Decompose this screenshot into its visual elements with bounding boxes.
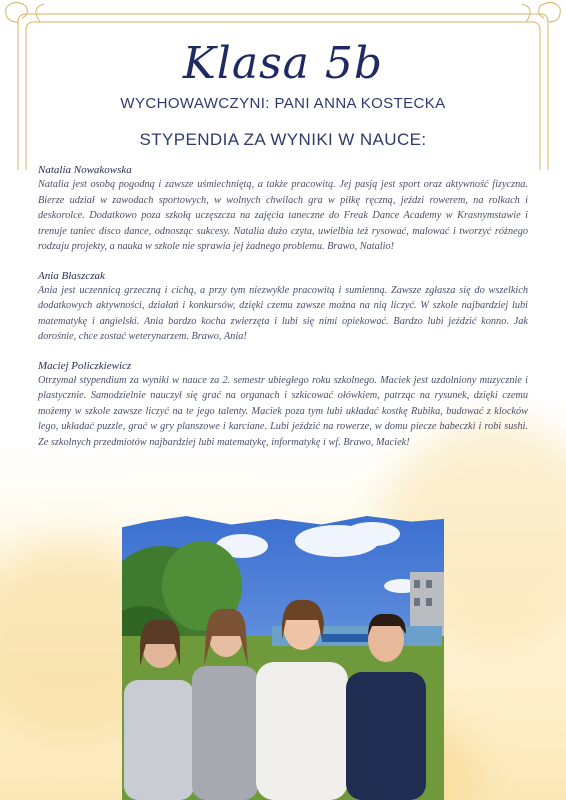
student-description: Natalia jest osobą pogodną i zawsze uśmiechniętą, a także pracowitą. Jej pasją jest sport oraz aktywność fizyczna. Bierze udział w zawodach sportowych, w wolnych chwilach gra w piłkę ręczną, jeździ rowerem, na rolkach i deskorolce. Dodatkowo poza szkołą uczęszcza na zajęcia taneczne do Freak Dance Academy w Krasnymstawie i trenuje taniec disco dance, odnosząc sukcesy. Natalia dużo czyta, uwielbia też rysować, malować i tworzyć różnego rodzaju projekty, a nauka w szkole nie sprawia jej żadnego problemu. Brawo, Natalio! bbox=[38, 179, 528, 252]
class-teacher: WYCHOWAWCZYNI: PANI ANNA KOSTECKA bbox=[120, 95, 446, 112]
student-name: Natalia Nowakowska bbox=[38, 164, 132, 176]
student-description: Otrzymał stypendium za wyniki w nauce za 2. semestr ubiegłego roku szkolnego. Maciek jest uzdolniony muzycznie i plastycznie. Samodzielnie nauczył się grać na organach i szkicować ołówkiem, patrząc na rysunek, dzięki czemu możemy w szkole zawsze liczyć na te jego talenty. Maciek poza tym lubi układać kostkę Rubika, budować z klocków lego, układać puzzle, grać w gry planszowe i karciane. Lubi jeździć na rowerze, w domu piecze babeczki i robi sushi. Ze szkolnych przedmiotów najbardziej lubi matematykę, informatykę i wf. Brawo, Maciek! bbox=[38, 374, 528, 448]
student-description: Ania jest uczennicą grzeczną i cichą, a przy tym niezwykle pracowitą i sumienną. Zawsze zgłasza się do wszelkich dodatkowych aktywności, działań i konkursów, dzięki czemu zawsze można na nią liczyć. W szkole najbardziej lubi matematykę i angielski. Ania bardzo kocha zwierzęta i lubi się nimi opiekować. Bardzo lubi jeździć konno. Jak dorośnie, chce zostać weterynarzem. Brawo, Ania! bbox=[38, 284, 528, 342]
student-entry bbox=[38, 269, 528, 345]
student-entry bbox=[38, 359, 528, 451]
group-photo bbox=[122, 516, 444, 800]
page-title: Klasa 5b bbox=[182, 38, 384, 89]
section-heading: STYPENDIA ZA WYNIKI W NAUCE: bbox=[139, 130, 427, 149]
scholarship-list bbox=[38, 163, 528, 464]
student-name: Maciej Policzkiewicz bbox=[38, 359, 132, 372]
student-entry bbox=[38, 163, 528, 255]
student-name: Ania Błaszczak bbox=[38, 269, 105, 282]
